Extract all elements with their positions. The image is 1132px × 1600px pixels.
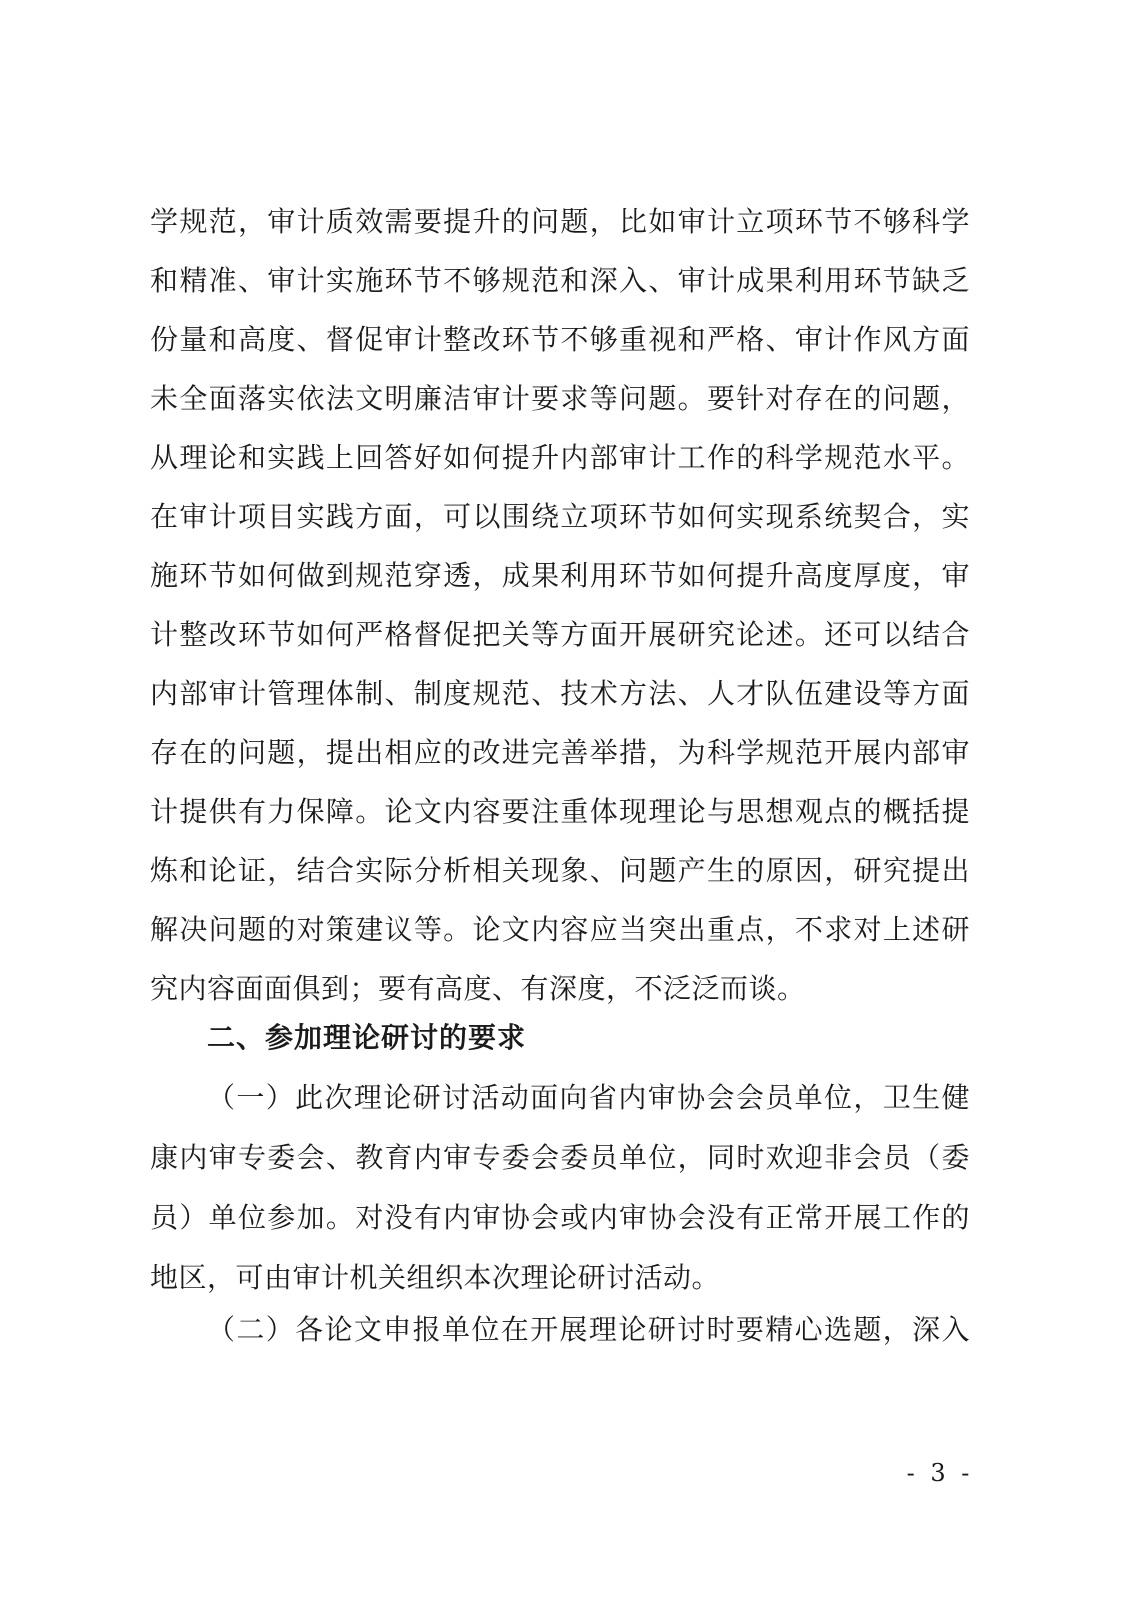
body-line: 未全面落实依法文明廉洁审计要求等问题。要针对存在的问题，: [150, 382, 970, 415]
item-one-line: 员）单位参加。对没有内审协会或内审协会没有正常开展工作的: [150, 1201, 970, 1234]
body-line: 在审计项目实践方面，可以围绕立项环节如何实现系统契合，实: [150, 500, 970, 533]
body-line: 究内容面面俱到；要有高度、有深度，不泛泛而谈。: [150, 972, 806, 1005]
item-one-line: （一）此次理论研讨活动面向省内审协会会员单位，卫生健: [207, 1081, 970, 1114]
body-line: 存在的问题，提出相应的改进完善举措，为科学规范开展内部审: [150, 736, 970, 769]
item-two-line: （二）各论文申报单位在开展理论研讨时要精心选题，深入: [207, 1313, 970, 1346]
section-heading: 二、参加理论研讨的要求: [207, 1021, 527, 1054]
body-line: 计提供有力保障。论文内容要注重体现理论与思想观点的概括提: [150, 795, 970, 828]
body-line: 施环节如何做到规范穿透，成果利用环节如何提升高度厚度，审: [150, 559, 970, 592]
item-one-line: 地区，可由审计机关组织本次理论研讨活动。: [150, 1261, 721, 1294]
body-line: 份量和高度、督促审计整改环节不够重视和严格、审计作风方面: [150, 323, 970, 356]
page-number: - 3 -: [906, 1459, 974, 1487]
body-line: 学规范，审计质效需要提升的问题，比如审计立项环节不够科学: [150, 205, 970, 238]
body-line: 和精准、审计实施环节不够规范和深入、审计成果利用环节缺乏: [150, 264, 970, 297]
item-one-line: 康内审专委会、教育内审专委会委员单位，同时欢迎非会员（委: [150, 1141, 970, 1174]
body-line: 解决问题的对策建议等。论文内容应当突出重点，不求对上述研: [150, 913, 970, 946]
body-line: 内部审计管理体制、制度规范、技术方法、人才队伍建设等方面: [150, 677, 970, 710]
body-line: 炼和论证，结合实际分析相关现象、问题产生的原因，研究提出: [150, 854, 970, 887]
body-line: 从理论和实践上回答好如何提升内部审计工作的科学规范水平。: [150, 441, 970, 474]
body-line: 计整改环节如何严格督促把关等方面开展研究论述。还可以结合: [150, 618, 970, 651]
